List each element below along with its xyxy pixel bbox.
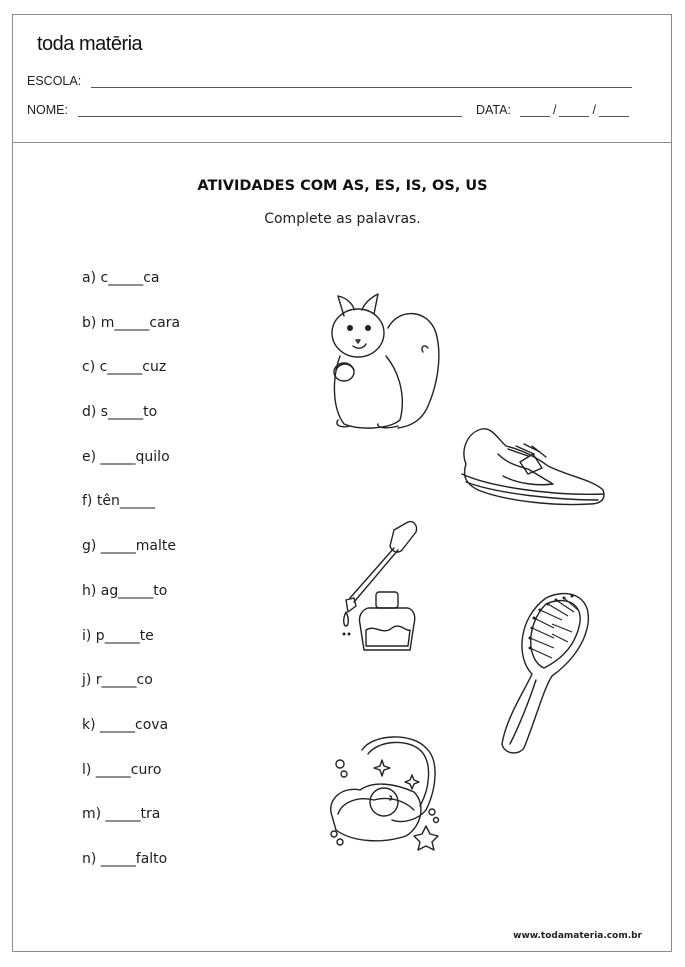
school-label: ESCOLA: <box>27 74 82 88</box>
date-separator: / <box>592 103 596 117</box>
logo: toda matēria <box>37 33 143 55</box>
list-item[interactable]: f) tên_____ <box>82 493 155 510</box>
list-item[interactable]: e) _____quilo <box>82 448 170 465</box>
list-item[interactable]: m) _____tra <box>82 806 161 823</box>
list-item[interactable]: i) p_____te <box>82 627 154 644</box>
name-label: NOME: <box>27 103 68 117</box>
list-item[interactable]: k) _____cova <box>82 716 169 733</box>
sneaker-icon <box>458 424 608 512</box>
date-label: DATA: <box>475 103 511 117</box>
activity-title: ATIVIDADES COM AS, ES, IS, OS, US <box>197 178 488 194</box>
list-item[interactable]: g) _____malte <box>82 538 177 555</box>
name-input-line[interactable] <box>78 104 462 117</box>
list-item[interactable]: j) r_____co <box>82 672 153 689</box>
hairbrush-icon <box>496 588 592 760</box>
list-item[interactable]: c) c_____cuz <box>82 359 167 376</box>
list-item[interactable]: l) _____curo <box>82 761 162 778</box>
date-month-line[interactable] <box>559 104 589 117</box>
list-item[interactable]: b) m_____cara <box>82 314 181 331</box>
website-link[interactable]: www.todamateria.com.br <box>513 931 642 941</box>
list-item[interactable]: h) ag_____to <box>82 582 168 599</box>
date-year-line[interactable] <box>599 104 629 117</box>
nail-polish-icon <box>336 520 426 662</box>
date-day-line[interactable] <box>520 104 550 117</box>
list-item[interactable]: d) s_____to <box>82 404 158 421</box>
squirrel-icon <box>328 288 440 434</box>
date-separator: / <box>552 103 557 117</box>
list-item[interactable]: a) c_____ca <box>82 270 160 286</box>
list-item[interactable]: n) _____falto <box>82 850 168 867</box>
word-list <box>82 270 180 896</box>
school-input-line[interactable] <box>91 75 632 88</box>
oyster-pearl-icon <box>322 730 446 860</box>
school-field <box>27 74 632 88</box>
instruction: Complete as palavras. <box>264 211 421 227</box>
name-field <box>27 103 629 117</box>
